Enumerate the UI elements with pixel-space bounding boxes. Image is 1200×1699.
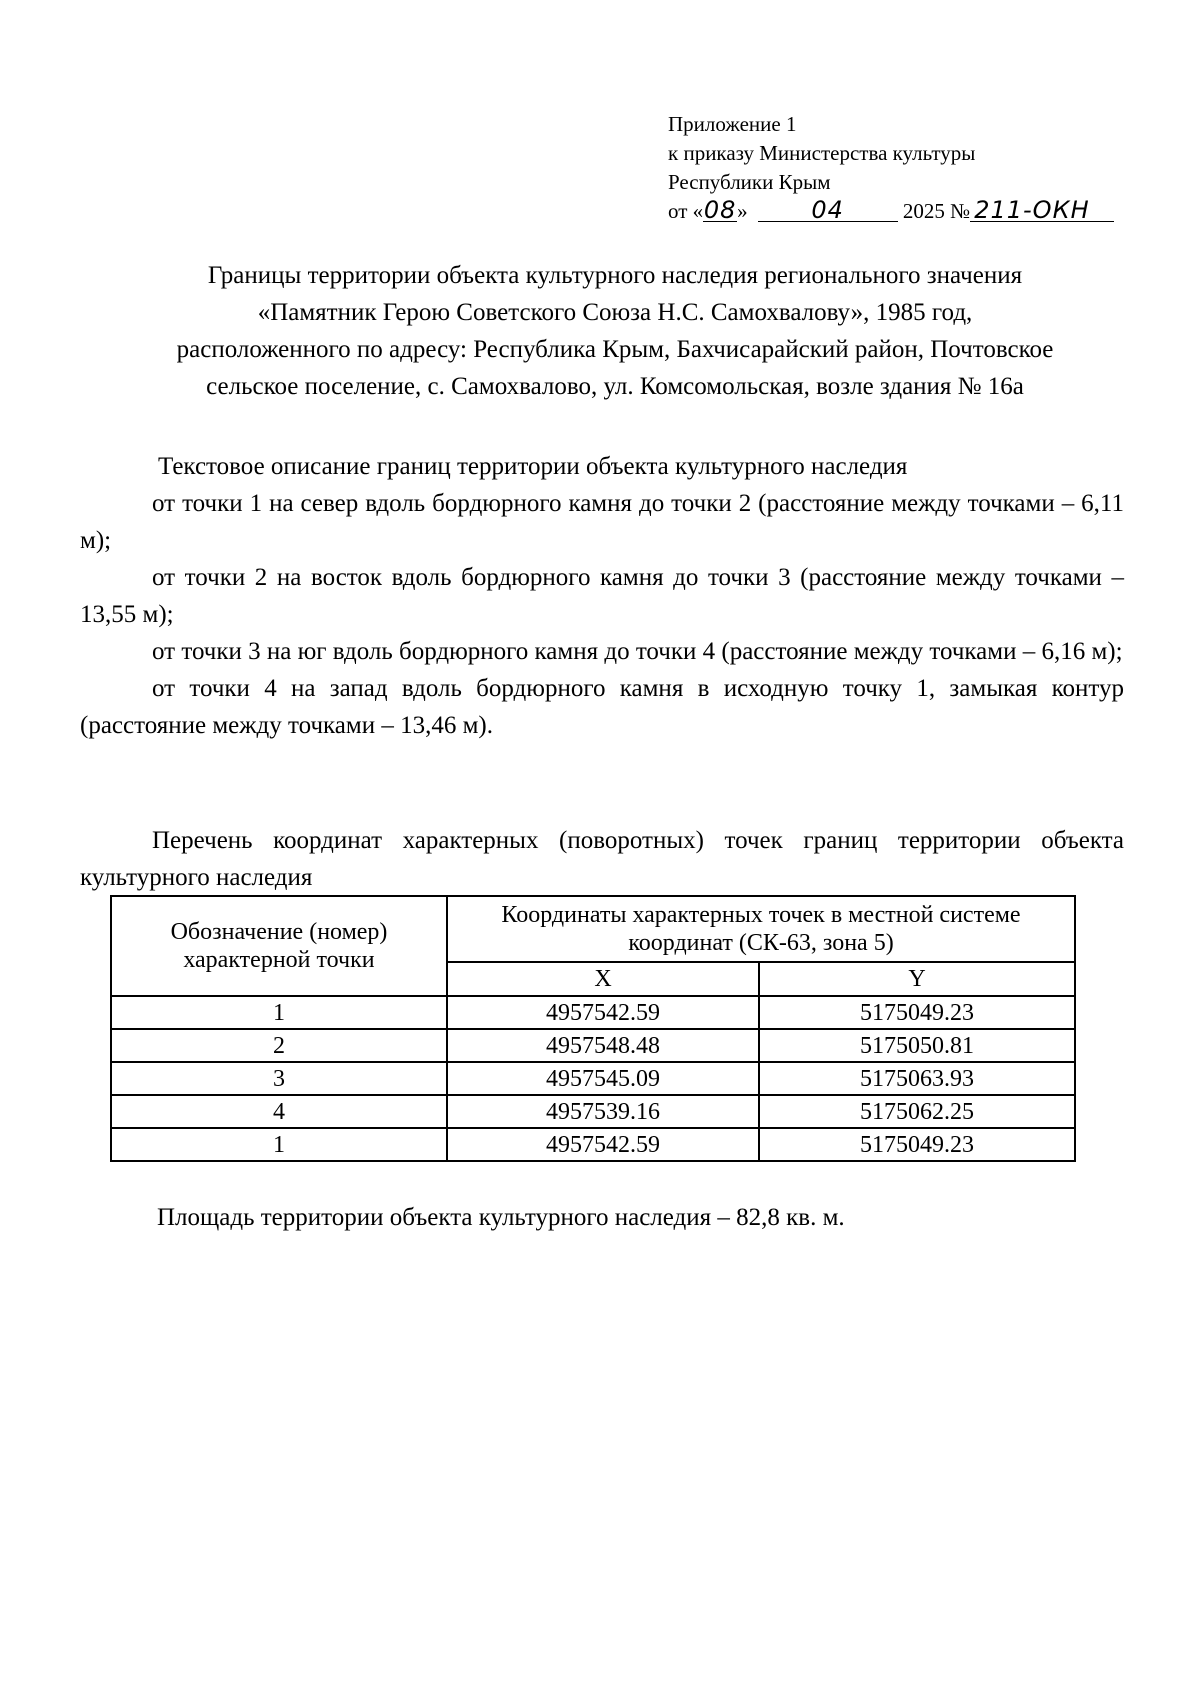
coords-list-caption: Перечень координат характерных (поворотных) точек границ территории объекта культурного наследия — [80, 827, 1124, 891]
point-x: 4957542.59 — [447, 996, 759, 1029]
point-number: 1 — [111, 1128, 447, 1161]
table-row — [111, 996, 1075, 1029]
territory-area: Площадь территории объекта культурного наследия – 82,8 кв. м. — [157, 1204, 845, 1231]
description-paragraph-2: от точки 2 на восток вдоль бордюрного камня до точки 3 (расстояние между точками – 13,55 м); — [80, 564, 1124, 628]
coords-list-caption-block — [80, 822, 1124, 896]
point-number: 1 — [111, 996, 447, 1029]
order-number: 211-ОКН — [970, 199, 1114, 222]
point-number: 4 — [111, 1095, 447, 1128]
point-y: 5175063.93 — [759, 1062, 1075, 1095]
point-number: 2 — [111, 1029, 447, 1062]
point-y: 5175050.81 — [759, 1029, 1075, 1062]
order-year-no: 2025 № — [902, 199, 971, 223]
point-y: 5175049.23 — [759, 996, 1075, 1029]
appendix-header — [668, 110, 1114, 226]
point-number: 3 — [111, 1062, 447, 1095]
header-point-designation: Обозначение (номер) характерной точки — [111, 896, 447, 996]
description-paragraph-3: от точки 3 на юг вдоль бордюрного камня до точки 4 (расстояние между точками – 6,16 м); — [152, 638, 1123, 665]
title-line-4: сельское поселение, с. Самохвалово, ул. Комсомольская, возле здания № 16а — [206, 373, 1024, 400]
header-coordinates: Координаты характерных точек в местной системе координат (СК-63, зона 5) — [447, 896, 1075, 962]
boundary-description — [80, 448, 1124, 744]
table-row — [111, 1128, 1075, 1161]
description-paragraph-4: от точки 4 на запад вдоль бордюрного камня в исходную точку 1, замыкая контур (расстояние между точками – 13,46 м). — [80, 675, 1124, 739]
description-paragraph-1: от точки 1 на север вдоль бордюрного камня до точки 2 (расстояние между точками – 6,11 м); — [80, 490, 1124, 554]
point-y: 5175049.23 — [759, 1128, 1075, 1161]
order-date-line — [668, 197, 1114, 226]
point-x: 4957539.16 — [447, 1095, 759, 1128]
date-prefix: от « — [668, 199, 704, 223]
table-header-row — [111, 896, 1075, 962]
coordinates-table — [110, 895, 1076, 1162]
table-row — [111, 1029, 1075, 1062]
point-x: 4957548.48 — [447, 1029, 759, 1062]
title-line-3: расположенного по адресу: Республика Крым, Бахчисарайский район, Почтовское — [176, 336, 1054, 363]
table-row — [111, 1062, 1075, 1095]
republic-name: Республики Крым — [668, 170, 831, 194]
description-heading: Текстовое описание границ территории объекта культурного наследия — [158, 453, 908, 480]
table-row — [111, 1095, 1075, 1128]
order-month: 04 — [758, 199, 898, 222]
order-reference: к приказу Министерства культуры — [668, 141, 976, 165]
point-y: 5175062.25 — [759, 1095, 1075, 1128]
order-day: 08 — [703, 196, 737, 224]
appendix-label: Приложение 1 — [668, 112, 797, 136]
point-x: 4957542.59 — [447, 1128, 759, 1161]
title-line-2: «Памятник Герою Советского Союза Н.С. Самохвалову», 1985 год, — [257, 299, 973, 326]
header-y: Y — [759, 962, 1075, 996]
title-line-1: Границы территории объекта культурного наследия регионального значения — [207, 262, 1023, 289]
header-x: X — [447, 962, 759, 996]
point-x: 4957545.09 — [447, 1062, 759, 1095]
date-mid: » — [737, 199, 748, 223]
document-title — [70, 257, 1160, 405]
